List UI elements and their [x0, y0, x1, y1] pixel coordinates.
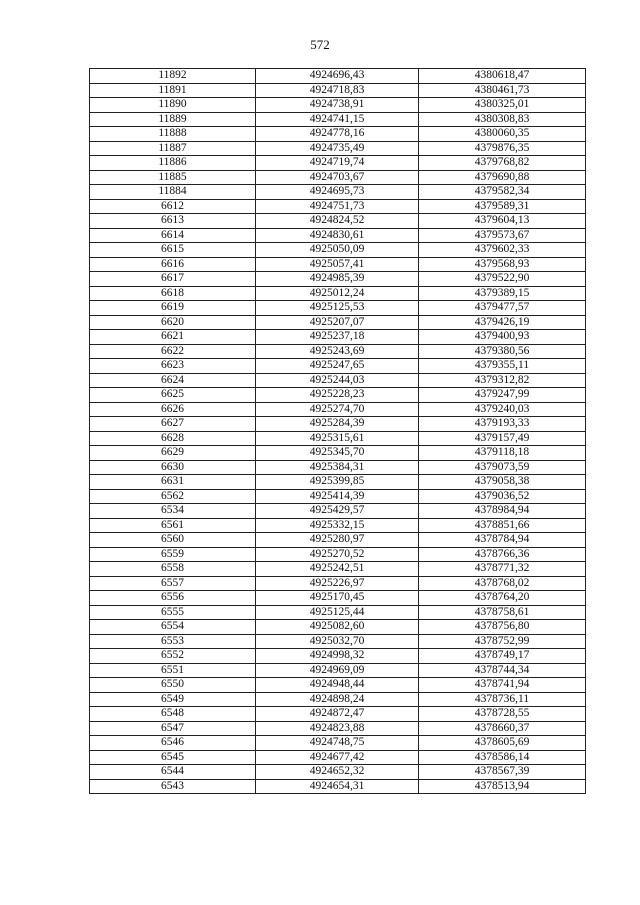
point-number-cell: 6559	[90, 547, 256, 562]
y-coordinate-cell: 4379768,82	[419, 156, 586, 171]
x-coordinate-cell: 4924654,31	[256, 779, 419, 794]
y-coordinate-cell: 4379426,19	[419, 315, 586, 330]
point-number-cell: 11890	[90, 98, 256, 113]
y-coordinate-cell: 4379604,13	[419, 214, 586, 229]
y-coordinate-cell: 4378756,80	[419, 620, 586, 635]
x-coordinate-cell: 4924719,74	[256, 156, 419, 171]
table-row	[90, 721, 586, 736]
y-coordinate-cell: 4378758,61	[419, 605, 586, 620]
y-coordinate-cell: 4378784,94	[419, 533, 586, 548]
point-number-cell: 6550	[90, 678, 256, 693]
x-coordinate-cell: 4924998,32	[256, 649, 419, 664]
y-coordinate-cell: 4380060,35	[419, 127, 586, 142]
coordinates-table-body	[90, 69, 586, 794]
point-number-cell: 6555	[90, 605, 256, 620]
y-coordinate-cell: 4378749,17	[419, 649, 586, 664]
x-coordinate-cell: 4924652,32	[256, 765, 419, 780]
x-coordinate-cell: 4925237,18	[256, 330, 419, 345]
y-coordinate-cell: 4379157,49	[419, 431, 586, 446]
x-coordinate-cell: 4924703,67	[256, 170, 419, 185]
table-row	[90, 446, 586, 461]
y-coordinate-cell: 4379247,99	[419, 388, 586, 403]
point-number-cell: 11888	[90, 127, 256, 142]
y-coordinate-cell: 4379380,56	[419, 344, 586, 359]
point-number-cell: 6544	[90, 765, 256, 780]
point-number-cell: 6548	[90, 707, 256, 722]
point-number-cell: 6620	[90, 315, 256, 330]
x-coordinate-cell: 4925399,85	[256, 475, 419, 490]
x-coordinate-cell: 4924696,43	[256, 69, 419, 84]
point-number-cell: 6619	[90, 301, 256, 316]
point-number-cell: 6624	[90, 373, 256, 388]
x-coordinate-cell: 4925125,44	[256, 605, 419, 620]
x-coordinate-cell: 4924738,91	[256, 98, 419, 113]
y-coordinate-cell: 4379602,33	[419, 243, 586, 258]
y-coordinate-cell: 4379058,38	[419, 475, 586, 490]
y-coordinate-cell: 4379589,31	[419, 199, 586, 214]
x-coordinate-cell: 4925243,69	[256, 344, 419, 359]
y-coordinate-cell: 4378771,32	[419, 562, 586, 577]
point-number-cell: 11892	[90, 69, 256, 84]
table-row	[90, 562, 586, 577]
point-number-cell: 6617	[90, 272, 256, 287]
table-row	[90, 634, 586, 649]
table-row	[90, 257, 586, 272]
y-coordinate-cell: 4379312,82	[419, 373, 586, 388]
y-coordinate-cell: 4378728,55	[419, 707, 586, 722]
x-coordinate-cell: 4925284,39	[256, 417, 419, 432]
table-row	[90, 750, 586, 765]
x-coordinate-cell: 4925170,45	[256, 591, 419, 606]
table-row	[90, 388, 586, 403]
coordinates-table	[89, 68, 586, 794]
x-coordinate-cell: 4925082,60	[256, 620, 419, 635]
table-row	[90, 417, 586, 432]
x-coordinate-cell: 4924985,39	[256, 272, 419, 287]
table-row	[90, 344, 586, 359]
y-coordinate-cell: 4378766,36	[419, 547, 586, 562]
point-number-cell: 11884	[90, 185, 256, 200]
y-coordinate-cell: 4378984,94	[419, 504, 586, 519]
table-row	[90, 243, 586, 258]
table-row	[90, 475, 586, 490]
point-number-cell: 6562	[90, 489, 256, 504]
y-coordinate-cell: 4378586,14	[419, 750, 586, 765]
table-row	[90, 185, 586, 200]
x-coordinate-cell: 4925207,07	[256, 315, 419, 330]
y-coordinate-cell: 4380618,47	[419, 69, 586, 84]
point-number-cell: 6546	[90, 736, 256, 751]
x-coordinate-cell: 4925228,23	[256, 388, 419, 403]
table-row	[90, 359, 586, 374]
point-number-cell: 11891	[90, 83, 256, 98]
y-coordinate-cell: 4379073,59	[419, 460, 586, 475]
y-coordinate-cell: 4379522,90	[419, 272, 586, 287]
point-number-cell: 6560	[90, 533, 256, 548]
table-row	[90, 518, 586, 533]
point-number-cell: 6534	[90, 504, 256, 519]
x-coordinate-cell: 4924948,44	[256, 678, 419, 693]
table-row	[90, 649, 586, 664]
point-number-cell: 6630	[90, 460, 256, 475]
point-number-cell: 6618	[90, 286, 256, 301]
point-number-cell: 6612	[90, 199, 256, 214]
table-row	[90, 330, 586, 345]
x-coordinate-cell: 4925226,97	[256, 576, 419, 591]
table-row	[90, 127, 586, 142]
y-coordinate-cell: 4378605,69	[419, 736, 586, 751]
table-row	[90, 707, 586, 722]
table-row	[90, 736, 586, 751]
point-number-cell: 6557	[90, 576, 256, 591]
x-coordinate-cell: 4925270,52	[256, 547, 419, 562]
x-coordinate-cell: 4924695,73	[256, 185, 419, 200]
table-row	[90, 779, 586, 794]
x-coordinate-cell: 4925125,53	[256, 301, 419, 316]
point-number-cell: 6621	[90, 330, 256, 345]
x-coordinate-cell: 4924824,52	[256, 214, 419, 229]
y-coordinate-cell: 4378513,94	[419, 779, 586, 794]
point-number-cell: 6625	[90, 388, 256, 403]
point-number-cell: 6615	[90, 243, 256, 258]
y-coordinate-cell: 4380325,01	[419, 98, 586, 113]
x-coordinate-cell: 4925315,61	[256, 431, 419, 446]
point-number-cell: 6545	[90, 750, 256, 765]
table-row	[90, 547, 586, 562]
point-number-cell: 6629	[90, 446, 256, 461]
x-coordinate-cell: 4924778,16	[256, 127, 419, 142]
y-coordinate-cell: 4379477,57	[419, 301, 586, 316]
y-coordinate-cell: 4380461,73	[419, 83, 586, 98]
point-number-cell: 6631	[90, 475, 256, 490]
table-row	[90, 301, 586, 316]
y-coordinate-cell: 4378660,37	[419, 721, 586, 736]
table-row	[90, 605, 586, 620]
table-row	[90, 315, 586, 330]
x-coordinate-cell: 4925274,70	[256, 402, 419, 417]
point-number-cell: 6558	[90, 562, 256, 577]
point-number-cell: 6626	[90, 402, 256, 417]
table-row	[90, 199, 586, 214]
x-coordinate-cell: 4925384,31	[256, 460, 419, 475]
x-coordinate-cell: 4925032,70	[256, 634, 419, 649]
table-row	[90, 692, 586, 707]
y-coordinate-cell: 4379690,88	[419, 170, 586, 185]
table-row	[90, 460, 586, 475]
x-coordinate-cell: 4924830,61	[256, 228, 419, 243]
x-coordinate-cell: 4925414,39	[256, 489, 419, 504]
y-coordinate-cell: 4378764,20	[419, 591, 586, 606]
table-row	[90, 228, 586, 243]
y-coordinate-cell: 4379118,18	[419, 446, 586, 461]
point-number-cell: 6628	[90, 431, 256, 446]
table-row	[90, 170, 586, 185]
table-row	[90, 373, 586, 388]
table-row	[90, 576, 586, 591]
page-number: 572	[310, 37, 330, 52]
table-row	[90, 402, 586, 417]
table-row	[90, 69, 586, 84]
point-number-cell: 6613	[90, 214, 256, 229]
table-row	[90, 214, 586, 229]
point-number-cell: 11887	[90, 141, 256, 156]
point-number-cell: 6554	[90, 620, 256, 635]
y-coordinate-cell: 4379389,15	[419, 286, 586, 301]
y-coordinate-cell: 4379240,03	[419, 402, 586, 417]
x-coordinate-cell: 4924898,24	[256, 692, 419, 707]
table-row	[90, 678, 586, 693]
y-coordinate-cell: 4379573,67	[419, 228, 586, 243]
point-number-cell: 6543	[90, 779, 256, 794]
y-coordinate-cell: 4378768,02	[419, 576, 586, 591]
y-coordinate-cell: 4379568,93	[419, 257, 586, 272]
x-coordinate-cell: 4924735,49	[256, 141, 419, 156]
table-row	[90, 156, 586, 171]
x-coordinate-cell: 4925332,15	[256, 518, 419, 533]
x-coordinate-cell: 4925050,09	[256, 243, 419, 258]
x-coordinate-cell: 4924677,42	[256, 750, 419, 765]
point-number-cell: 6556	[90, 591, 256, 606]
x-coordinate-cell: 4925345,70	[256, 446, 419, 461]
y-coordinate-cell: 4380308,83	[419, 112, 586, 127]
table-row	[90, 533, 586, 548]
y-coordinate-cell: 4378741,94	[419, 678, 586, 693]
table-row	[90, 286, 586, 301]
table-row	[90, 141, 586, 156]
x-coordinate-cell: 4925280,97	[256, 533, 419, 548]
y-coordinate-cell: 4379400,93	[419, 330, 586, 345]
table-row	[90, 112, 586, 127]
point-number-cell: 6627	[90, 417, 256, 432]
y-coordinate-cell: 4379036,52	[419, 489, 586, 504]
x-coordinate-cell: 4925057,41	[256, 257, 419, 272]
y-coordinate-cell: 4379193,33	[419, 417, 586, 432]
x-coordinate-cell: 4925429,57	[256, 504, 419, 519]
point-number-cell: 6616	[90, 257, 256, 272]
point-number-cell: 6552	[90, 649, 256, 664]
point-number-cell: 6622	[90, 344, 256, 359]
point-number-cell: 11886	[90, 156, 256, 171]
point-number-cell: 6553	[90, 634, 256, 649]
x-coordinate-cell: 4924872,47	[256, 707, 419, 722]
point-number-cell: 6614	[90, 228, 256, 243]
y-coordinate-cell: 4379355,11	[419, 359, 586, 374]
x-coordinate-cell: 4924718,83	[256, 83, 419, 98]
point-number-cell: 11889	[90, 112, 256, 127]
y-coordinate-cell: 4378744,34	[419, 663, 586, 678]
y-coordinate-cell: 4378736,11	[419, 692, 586, 707]
table-row	[90, 620, 586, 635]
y-coordinate-cell: 4379582,34	[419, 185, 586, 200]
table-row	[90, 765, 586, 780]
point-number-cell: 6623	[90, 359, 256, 374]
table-row	[90, 504, 586, 519]
x-coordinate-cell: 4924751,73	[256, 199, 419, 214]
x-coordinate-cell: 4925247,65	[256, 359, 419, 374]
y-coordinate-cell: 4378752,99	[419, 634, 586, 649]
x-coordinate-cell: 4925012,24	[256, 286, 419, 301]
point-number-cell: 6551	[90, 663, 256, 678]
x-coordinate-cell: 4924823,88	[256, 721, 419, 736]
table-row	[90, 98, 586, 113]
table-row	[90, 591, 586, 606]
point-number-cell: 6547	[90, 721, 256, 736]
x-coordinate-cell: 4925242,51	[256, 562, 419, 577]
point-number-cell: 11885	[90, 170, 256, 185]
y-coordinate-cell: 4379876,35	[419, 141, 586, 156]
table-row	[90, 489, 586, 504]
table-row	[90, 83, 586, 98]
point-number-cell: 6561	[90, 518, 256, 533]
x-coordinate-cell: 4925244,03	[256, 373, 419, 388]
table-row	[90, 663, 586, 678]
table-row	[90, 431, 586, 446]
x-coordinate-cell: 4924741,15	[256, 112, 419, 127]
x-coordinate-cell: 4924969,09	[256, 663, 419, 678]
x-coordinate-cell: 4924748,75	[256, 736, 419, 751]
point-number-cell: 6549	[90, 692, 256, 707]
y-coordinate-cell: 4378567,39	[419, 765, 586, 780]
y-coordinate-cell: 4378851,66	[419, 518, 586, 533]
table-row	[90, 272, 586, 287]
